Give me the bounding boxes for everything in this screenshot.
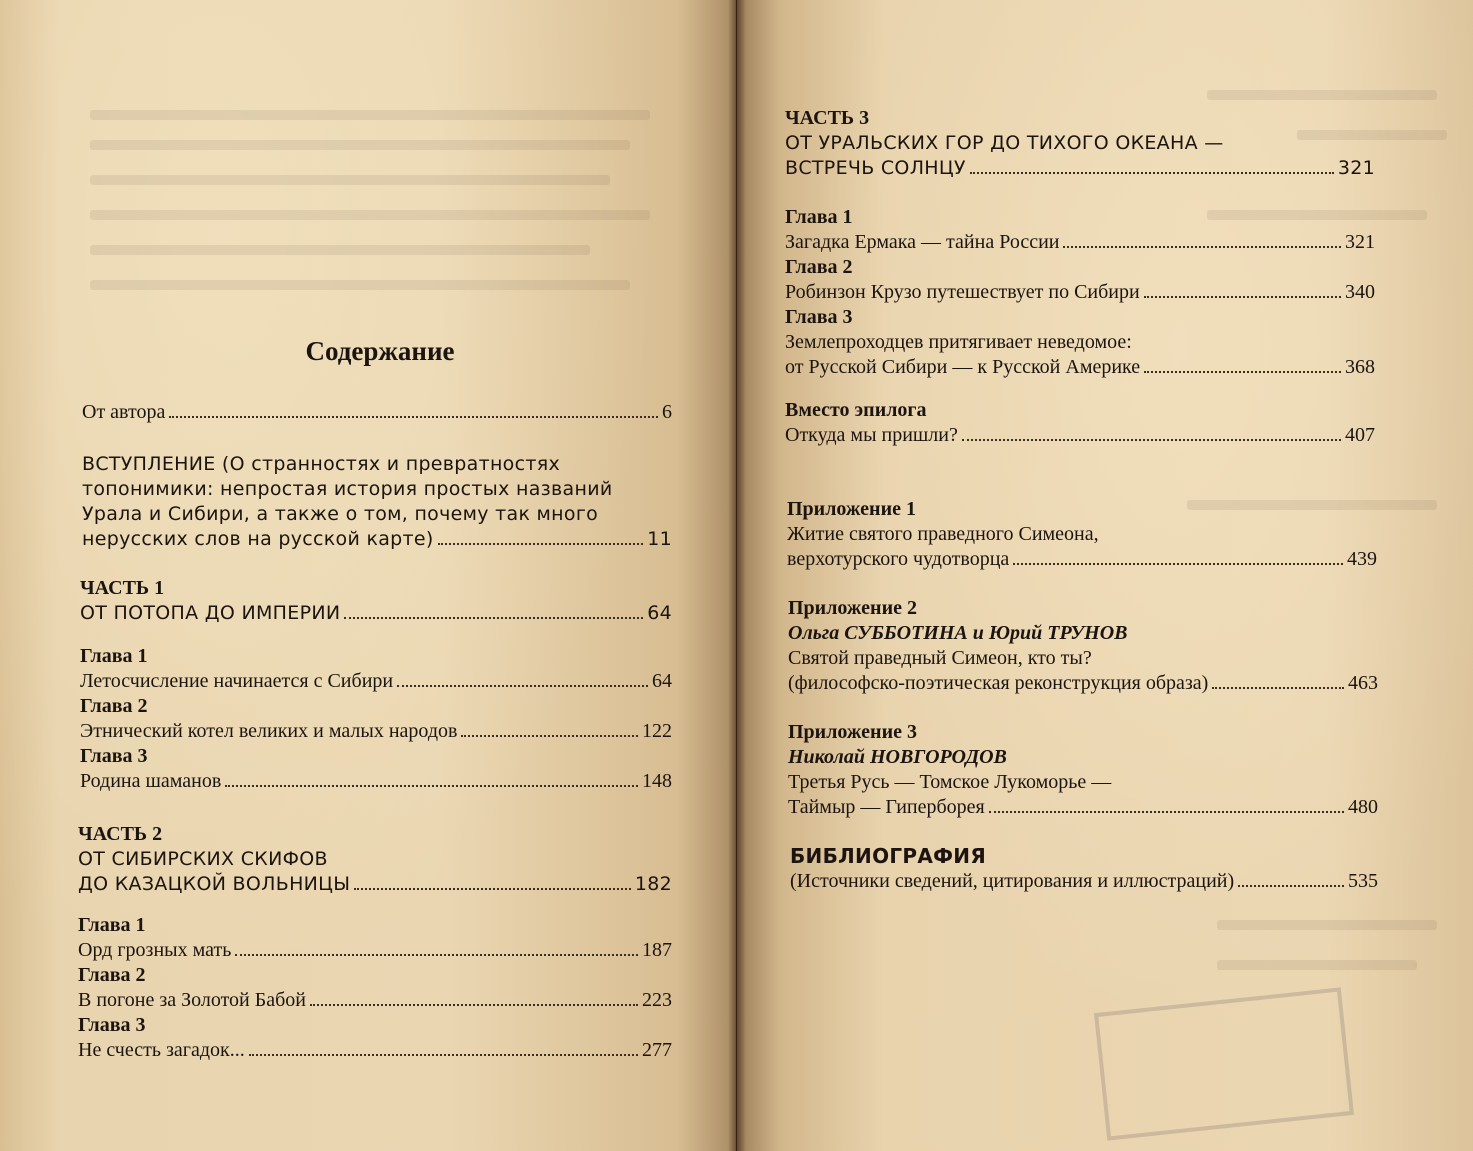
intro-line-1: ВСТУПЛЕНИЕ (О странностях и превратностях (82, 453, 560, 475)
part-label: ЧАСТЬ 1 (80, 577, 165, 599)
toc-appendix-1 (787, 497, 1377, 572)
toc-epilogue (785, 398, 1375, 448)
page-number: 321 (1337, 157, 1375, 179)
chapter-title: В погоне за Золотой Бабой (78, 989, 306, 1011)
entry-title: От автора (82, 401, 166, 423)
page-number: 340 (1345, 281, 1375, 303)
part-title-line-2: ДО КАЗАЦКОЙ ВОЛЬНИЦЫ (78, 873, 351, 895)
page-number: 122 (642, 720, 672, 742)
appendix-authors: Ольга СУББОТИНА и Юрий ТРУНОВ (788, 622, 1128, 644)
chapter-title: Робинзон Крузо путешествует по Сибири (785, 281, 1140, 303)
chapter-label: Глава 2 (78, 964, 146, 986)
page-number: 480 (1348, 796, 1378, 818)
toc-part-1 (80, 576, 672, 794)
page-number: 321 (1345, 231, 1375, 253)
chapter-label: Глава 1 (80, 645, 148, 667)
book-gutter (728, 0, 746, 1151)
part-label: ЧАСТЬ 2 (78, 823, 163, 845)
left-page (0, 0, 736, 1151)
chapter-title: Летосчисление начинается с Сибири (80, 670, 394, 692)
chapter-label: Глава 1 (785, 206, 853, 228)
epilogue-label: Вместо эпилога (785, 399, 927, 421)
appendix-title-line-1: Третья Русь — Томское Лукоморье — (788, 771, 1112, 793)
toc-bibliography (790, 844, 1378, 894)
page-number: 223 (642, 989, 672, 1011)
toc-part-2 (78, 822, 672, 1063)
toc-entry-from-author (82, 400, 672, 425)
part-title: ОТ ПОТОПА ДО ИМПЕРИИ (80, 602, 341, 624)
page-number: 64 (647, 602, 672, 624)
page-number: 148 (642, 770, 672, 792)
appendix-title-line-1: Святой праведный Симеон, кто ты? (788, 647, 1092, 669)
chapter-label: Глава 1 (78, 914, 146, 936)
chapter-label: Глава 3 (785, 306, 853, 328)
page-number: 182 (634, 873, 672, 895)
appendix-title-line-1: Житие святого праведного Симеона, (787, 523, 1099, 545)
page-title: Содержание (305, 336, 455, 366)
epilogue-title: Откуда мы пришли? (785, 424, 958, 446)
intro-line-3: Урала и Сибири, а также о том, почему так много (82, 503, 599, 525)
chapter-title: Родина шаманов (80, 770, 222, 792)
page-number: 64 (652, 670, 672, 692)
chapter-title: Загадка Ермака — тайна России (785, 231, 1060, 253)
appendix-label: Приложение 3 (788, 721, 917, 743)
page-number: 407 (1345, 424, 1375, 446)
bibliography-title: (Источники сведений, цитирования и иллюстраций) (790, 870, 1235, 892)
chapter-title-line-1: Землепроходцев притягивает неведомое: (785, 331, 1132, 353)
chapter-title: от Русской Сибири — к Русской Америке (785, 356, 1141, 378)
chapter-title: Не счесть загадок... (78, 1039, 245, 1061)
toc-entry-intro (82, 452, 672, 552)
page-number: 535 (1348, 870, 1378, 892)
part-title-line-2: ВСТРЕЧЬ СОЛНЦУ (785, 157, 966, 179)
intro-line-2: топонимики: непростая история простых названий (82, 478, 613, 500)
appendix-author: Николай НОВГОРОДОВ (788, 746, 1007, 768)
page-number: 368 (1345, 356, 1375, 378)
page-number: 6 (662, 401, 672, 423)
right-page (737, 0, 1473, 1151)
page-number: 463 (1348, 672, 1378, 694)
appendix-title: (философско-поэтическая реконструкция образа) (788, 672, 1209, 694)
chapter-title: Орд грозных мать (78, 939, 232, 961)
chapter-label: Глава 3 (80, 745, 148, 767)
toc-appendix-3 (788, 720, 1378, 820)
bibliography-label: БИБЛИОГРАФИЯ (790, 844, 987, 868)
appendix-label: Приложение 2 (788, 597, 917, 619)
chapter-title: Этнический котел великих и малых народов (80, 720, 458, 742)
chapter-label: Глава 2 (80, 695, 148, 717)
chapter-label: Глава 3 (78, 1014, 146, 1036)
appendix-title: Таймыр — Гиперборея (788, 796, 985, 818)
intro-line-4: нерусских слов на русской карте) (82, 528, 434, 550)
toc-appendix-2 (788, 596, 1378, 696)
toc-part-3 (785, 106, 1375, 380)
appendix-title: верхотурского чудотворца (787, 548, 1010, 570)
chapter-label: Глава 2 (785, 256, 853, 278)
part-title-line-1: ОТ СИБИРСКИХ СКИФОВ (78, 848, 328, 870)
page-number: 11 (647, 528, 672, 550)
part-title-line-1: ОТ УРАЛЬСКИХ ГОР ДО ТИХОГО ОКЕАНА — (785, 132, 1224, 154)
library-stamp (1094, 987, 1354, 1140)
page-number: 277 (642, 1039, 672, 1061)
part-label: ЧАСТЬ 3 (785, 107, 870, 129)
page-number: 439 (1347, 548, 1377, 570)
page-number: 187 (642, 939, 672, 961)
appendix-label: Приложение 1 (787, 498, 916, 520)
